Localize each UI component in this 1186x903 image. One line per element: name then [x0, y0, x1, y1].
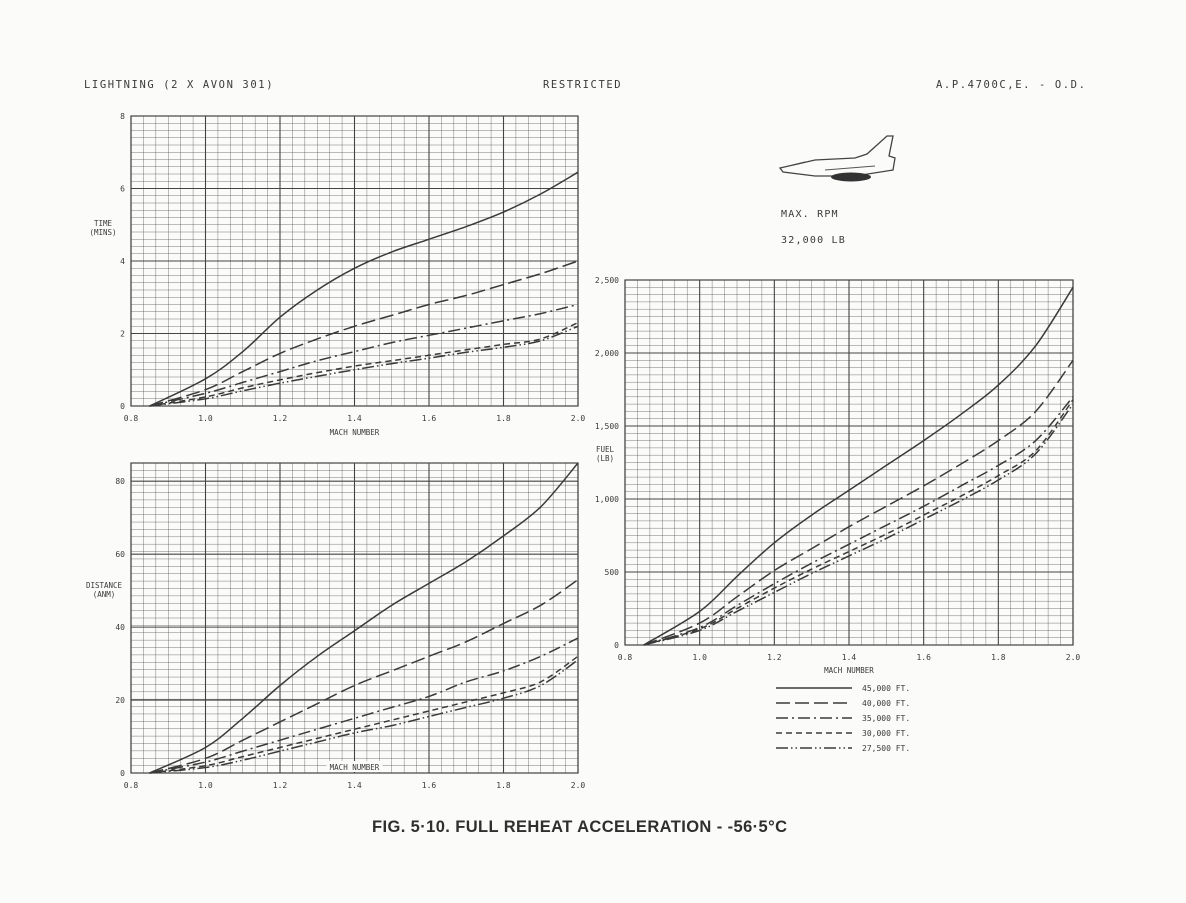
y-tick-label: 2,000 — [594, 349, 619, 358]
series-line-27-500-ft- — [644, 404, 1073, 645]
header-center: RESTRICTED — [543, 79, 623, 91]
series-line-45-000-ft- — [150, 172, 578, 406]
y-tick-label: 6 — [120, 184, 125, 194]
x-tick-label: 1.8 — [496, 414, 511, 423]
x-tick-label: 1.6 — [916, 653, 931, 662]
legend-label: 27,500 FT. — [862, 744, 911, 753]
series-line-35-000-ft- — [150, 638, 578, 773]
legend-label: 40,000 FT. — [862, 699, 911, 708]
x-tick-label: 1.6 — [421, 414, 437, 423]
grid — [625, 280, 1073, 645]
aircraft-silhouette-icon — [775, 132, 905, 192]
rpm-label: MAX. RPM — [781, 209, 839, 220]
series-line-40-000-ft- — [150, 580, 578, 773]
legend-label: 35,000 FT. — [862, 714, 911, 723]
legend — [770, 680, 940, 760]
series-line-27-500-ft- — [150, 326, 578, 406]
y-tick-label: 1,000 — [594, 495, 619, 504]
series-line-40-000-ft- — [644, 360, 1073, 645]
header-left: LIGHTNING (2 X AVON 301) — [84, 79, 275, 91]
y-axis-label: FUEL (LB) — [595, 445, 615, 463]
x-tick-label: 1.2 — [272, 781, 288, 790]
y-axis-label: TIME (MINS) — [89, 219, 117, 237]
x-tick-label: 1.4 — [841, 653, 857, 662]
x-tick-label: 1.6 — [421, 781, 437, 790]
figure-caption: FIG. 5·10. FULL REHEAT ACCELERATION - -56·5°C — [372, 818, 788, 836]
y-tick-label: 20 — [115, 696, 125, 706]
x-tick-label: 1.0 — [692, 653, 707, 662]
x-tick-label: 0.8 — [617, 653, 633, 662]
fuel-chart — [590, 272, 1090, 682]
y-tick-label: 80 — [115, 477, 125, 487]
grid — [131, 116, 578, 406]
distance-chart — [80, 455, 600, 800]
x-tick-label: 0.8 — [123, 781, 139, 790]
y-tick-label: 0 — [120, 402, 125, 411]
x-tick-label: 0.8 — [123, 414, 139, 423]
y-tick-label: 8 — [120, 112, 125, 121]
legend-label: 45,000 FT. — [862, 684, 911, 693]
y-tick-label: 1,500 — [594, 422, 619, 431]
x-tick-label: 1.2 — [272, 414, 288, 423]
y-tick-label: 40 — [115, 623, 125, 633]
x-tick-label: 1.2 — [767, 653, 782, 662]
x-tick-label: 2.0 — [570, 781, 586, 790]
series-line-27-500-ft- — [150, 660, 578, 773]
series-line-45-000-ft- — [644, 287, 1073, 645]
y-tick-label: 0 — [614, 641, 619, 650]
time-chart — [80, 108, 586, 438]
x-tick-label: 1.4 — [347, 781, 362, 790]
y-tick-label: 500 — [604, 568, 619, 577]
header-right: A.P.4700C,E. - O.D. — [936, 79, 1087, 91]
x-axis-label: MACH NUMBER — [329, 428, 380, 437]
grid — [131, 463, 578, 773]
y-tick-label: 60 — [115, 550, 125, 560]
legend-label: 30,000 FT. — [862, 729, 911, 738]
x-tick-label: 2.0 — [1065, 653, 1081, 662]
series-line-30-000-ft- — [150, 323, 578, 406]
x-tick-label: 1.4 — [347, 414, 362, 423]
y-tick-label: 2,500 — [594, 276, 619, 285]
y-tick-label: 4 — [120, 257, 125, 266]
y-axis-label: DISTANCE (ANM) — [85, 581, 123, 599]
y-tick-label: 2 — [120, 329, 125, 339]
x-tick-label: 2.0 — [570, 414, 586, 423]
x-axis-label: MACH NUMBER — [824, 666, 874, 675]
x-tick-label: 1.8 — [496, 781, 511, 790]
weight-label: 32,000 LB — [781, 235, 846, 246]
x-tick-label: 1.0 — [198, 414, 213, 423]
x-tick-label: 1.0 — [198, 781, 213, 790]
x-tick-label: 1.8 — [991, 653, 1006, 662]
x-axis-label: MACH NUMBER — [329, 763, 380, 772]
y-tick-label: 0 — [120, 769, 125, 778]
